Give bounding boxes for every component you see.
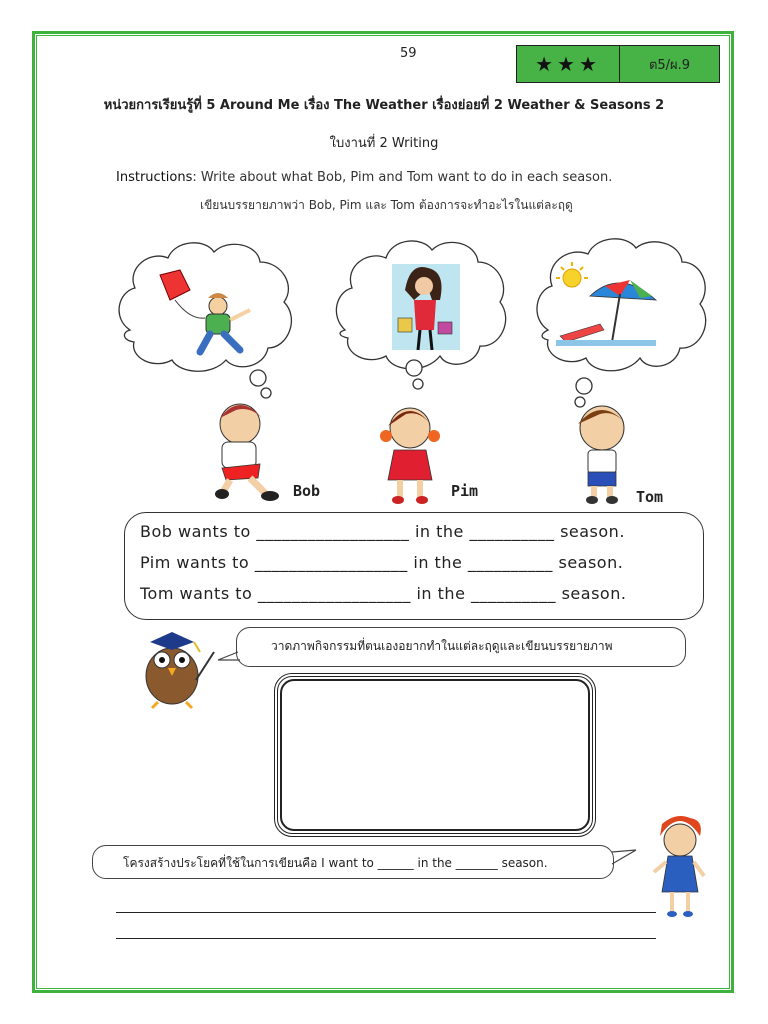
page-number: 59 (400, 46, 417, 61)
instructions-text: : Write about what Bob, Pim and Tom want to do in each season. (192, 170, 613, 185)
pim-figure (380, 408, 440, 504)
red-hair-girl (654, 816, 704, 917)
writing-line-2[interactable] (116, 938, 656, 939)
sentence-bob[interactable]: Bob wants to __________________ in the __________ season. (140, 522, 625, 541)
instructions-thai: เขียนบรรยายภาพว่า Bob, Pim และ Tom ต้องการจะทำอะไรในแต่ละฤดู (200, 198, 573, 212)
unit-title: หน่วยการเรียนรู้ที่ 5 Around Me เรื่อง The Weather เรื่องย่อยที่ 2 Weather & Seasons 2 (103, 98, 665, 113)
name-pim: Pim (451, 482, 479, 500)
instructions-label: Instructions (116, 170, 193, 185)
worksheet-title: ใบงานที่ 2 Writing (329, 136, 439, 151)
thought-bubble-bob (119, 243, 291, 398)
owl-teacher (146, 632, 214, 708)
writing-line-1[interactable] (116, 912, 656, 913)
tom-figure (578, 406, 626, 504)
sentence-pim[interactable]: Pim wants to __________________ in the __________ season. (140, 553, 624, 572)
shopping-girl-image (392, 264, 460, 350)
sentence-pattern-bubble: โครงสร้างประโยคที่ใช้ในการเขียนคือ I want to ______ in the _______ season. (92, 845, 614, 879)
name-bob: Bob (293, 482, 321, 500)
drawing-box-inner (280, 679, 590, 831)
indicator-code: ต5/ผ.9 (620, 46, 719, 82)
bubble-tail-girl (612, 850, 636, 864)
thought-bubble-tom (537, 239, 706, 407)
draw-prompt-bubble: วาดภาพกิจกรรมที่ตนเองอยากทำในแต่ละฤดูและเขียนบรรยายภาพ (236, 627, 686, 667)
difficulty-stars: ★★★ (517, 46, 620, 82)
bob-figure (215, 404, 279, 501)
name-tom: Tom (636, 488, 664, 506)
sentence-tom[interactable]: Tom wants to __________________ in the __________ season. (140, 584, 627, 603)
